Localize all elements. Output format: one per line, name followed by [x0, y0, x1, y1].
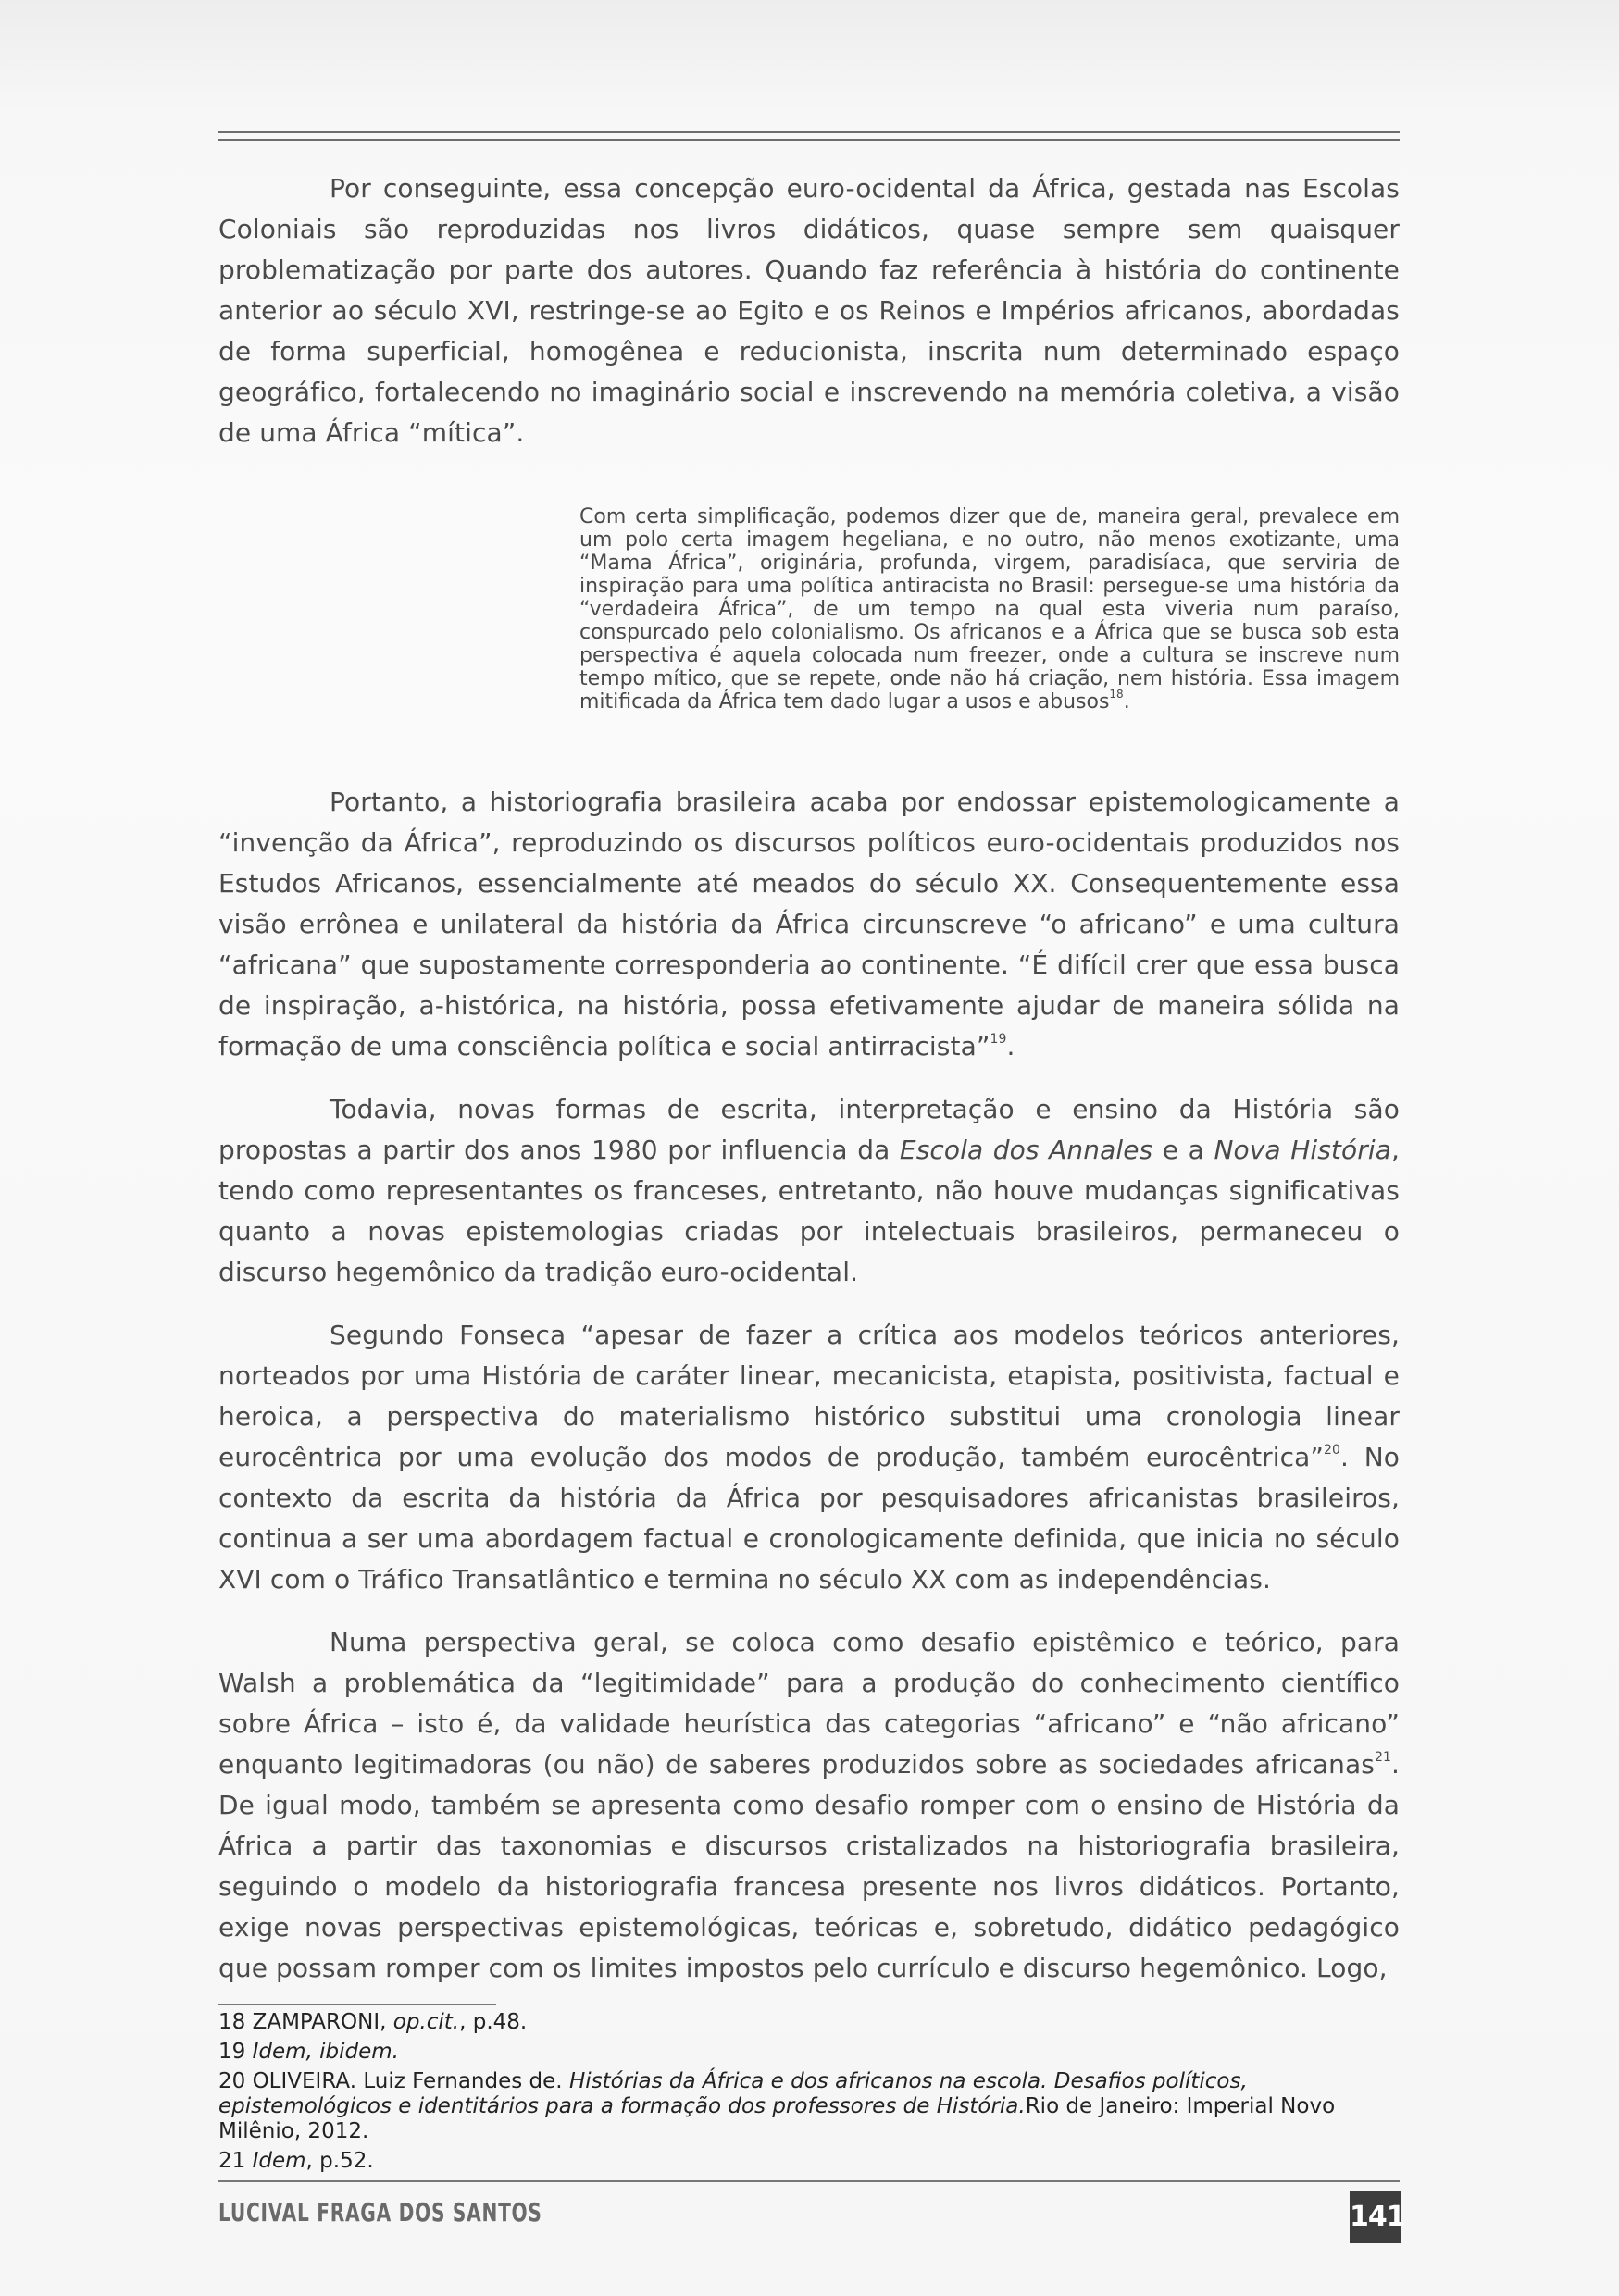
paragraph-5 — [218, 1622, 1400, 1989]
paragraph-1 — [218, 168, 1400, 453]
paragraph-3-text-a: Todavia, novas formas de escrita, interpretação e ensino da História são propostas a partir dos anos 1980 por influencia da — [218, 1094, 1400, 1165]
footnote-ref-18[interactable]: 18 — [1109, 687, 1124, 701]
paragraph-3-italic-nova-historia: Nova História — [1214, 1135, 1391, 1165]
paragraph-5-text-b: . De igual modo, também se apresenta como desafio romper com o ensino de História da África a partir das taxonomias e discursos cristalizados na historiografia brasileira, seguindo o modelo da historiografia francesa presente nos livros didáticos. Portanto, exige novas perspectivas epistemológicas, teóricas e, sobretudo, didático pedagógico que possam romper com os limites impostos pelo currículo e discurso hegemônico. Logo, — [218, 1749, 1400, 1983]
block-quote — [579, 505, 1400, 714]
paragraph-3-text-b: e a — [1152, 1135, 1214, 1165]
block-quote-end: . — [1123, 690, 1130, 714]
footnote-20 — [218, 2069, 1400, 2144]
paragraph-3 — [218, 1089, 1400, 1293]
footnote-19-text-a: 19 — [218, 2040, 253, 2064]
paragraph-2 — [218, 782, 1400, 1067]
paragraph-2-text: Portanto, a historiografia brasileira acaba por endossar epistemologicamente a “invenção da África”, reproduzindo os discursos políticos euro-ocidentais produzidos nos Estudos Africanos, essencialmente até meados do século XX. Consequentemente essa visão errônea e unilateral da história da África circunscreve “o africano” e uma cultura “africana” que supostamente corresponderia ao continente. “É difícil crer que essa busca de inspiração, a-histórica, na história, possa efetivamente ajudar de maneira sólida na formação de uma consciência política e social antirracista” — [218, 787, 1400, 1061]
paragraph-5-text-a: Numa perspectiva geral, se coloca como desafio epistêmico e teórico, para Walsh a problemática da “legitimidade” para a produção do conhecimento científico sobre África – isto é, da validade heurística das categorias “africano” e “não africano” enquanto legitimadoras (ou não) de saberes produzidos sobre as sociedades africanas — [218, 1627, 1400, 1780]
footnote-rule — [218, 2004, 496, 2005]
footer-rule — [218, 2180, 1400, 2182]
footnote-ref-20[interactable]: 20 — [1324, 1442, 1341, 1458]
footnote-ref-21[interactable]: 21 — [1374, 1749, 1391, 1765]
footnote-ref-19[interactable]: 19 — [990, 1031, 1007, 1047]
footnote-18-italic: op.cit. — [392, 2010, 460, 2034]
page-number: 141 — [1350, 2191, 1401, 2243]
footer-author: LUCIVAL FRAGA DOS SANTOS — [218, 2197, 542, 2228]
footnote-21-italic: Idem — [252, 2149, 306, 2173]
header-rule — [218, 131, 1400, 141]
footnote-21-text-a: 21 — [218, 2149, 253, 2173]
block-quote-text: Com certa simplificação, podemos dizer que de, maneira geral, prevalece em um polo certa imagem hegeliana, e no outro, não menos exotizante, uma “Mama África”, originária, profunda, virgem, paradisíaca, que serviria de inspiração para uma política antiracista no Brasil: persegue-se uma história da “verdadeira África”, de um tempo na qual esta viveria num paraíso, conspurcado pelo colonialismo. Os africanos e a África que se busca sob esta perspectiva é aquela colocada num freezer, onde a cultura se inscreve num tempo mítico, que se repete, onde não há criação, nem história. Essa imagem mitificada da África tem dado lugar a usos e abusos — [579, 505, 1400, 714]
footnote-21 — [218, 2149, 1400, 2174]
paragraph-3-italic-annales: Escola dos Annales — [899, 1135, 1153, 1165]
paragraph-2-end: . — [1006, 1031, 1015, 1061]
footnote-19 — [218, 2040, 1400, 2065]
paragraph-3-text-c: , tendo como representantes os franceses, entretanto, não houve mudanças significativas quanto a novas epistemologias criadas por intelectuais brasileiros, permaneceu o discurso hegemônico da tradição euro-ocidental. — [218, 1135, 1400, 1287]
footnote-18-text-b: , p.48. — [459, 2010, 528, 2034]
footnotes — [218, 2010, 1400, 2178]
footnote-19-italic: Idem, ibidem. — [252, 2040, 399, 2064]
footnote-20-italic: Histórias da África e dos africanos na escola. Desafios políticos, epistemológicos e identitários para a formação dos professores de História. — [218, 2069, 1248, 2118]
footnote-18-text-a: 18 ZAMPARONI, — [218, 2010, 393, 2034]
page-body — [218, 157, 1400, 1989]
footnote-21-text-b: , p.52. — [305, 2149, 374, 2173]
paragraph-4-text-a: Segundo Fonseca “apesar de fazer a crítica aos modelos teóricos anteriores, norteados por uma História de caráter linear, mecanicista, etapista, positivista, factual e heroica, a perspectiva do materialismo histórico substitui uma cronologia linear eurocêntrica por uma evolução dos modos de produção, também eurocêntrica” — [218, 1320, 1400, 1472]
paragraph-4-text-b: . No contexto da escrita da história da África por pesquisadores africanistas brasileiros, continua a ser uma abordagem factual e cronologicamente definida, que inicia no século XVI com o Tráfico Transatlântico e termina no século XX com as independências. — [218, 1442, 1400, 1595]
paragraph-4 — [218, 1315, 1400, 1600]
footnote-20-text-a: 20 OLIVEIRA. Luiz Fernandes de. — [218, 2069, 569, 2093]
footnote-20-text-b: Rio de Janeiro: Imperial Novo Milênio, 2012. — [218, 2094, 1336, 2143]
paragraph-1-text: Por conseguinte, essa concepção euro-ocidental da África, gestada nas Escolas Coloniais são reproduzidas nos livros didáticos, quase sempre sem quaisquer problematização por parte dos autores. Quando faz referência à história do continente anterior ao século XVI, restringe-se ao Egito e os Reinos e Impérios africanos, abordadas de forma superficial, homogênea e reducionista, inscrita num determinado espaço geográfico, fortalecendo no imaginário social e inscrevendo na memória coletiva, a visão de uma África “mítica”. — [218, 173, 1400, 448]
footnote-18 — [218, 2010, 1400, 2035]
